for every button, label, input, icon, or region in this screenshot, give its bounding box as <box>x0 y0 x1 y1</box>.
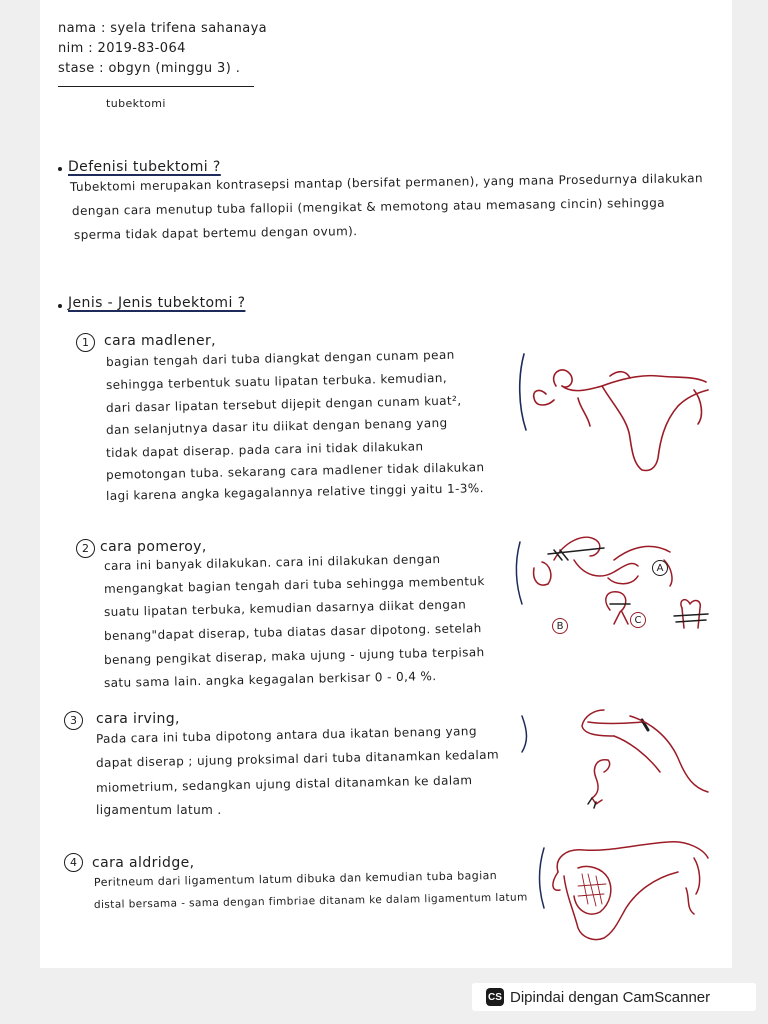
item-2-line: benang pengikat diserap, maka ujung - ujung tuba terpisah <box>103 645 485 667</box>
topic-title: tubektomi <box>106 97 166 110</box>
watermark-text: Dipindai dengan CamScanner <box>510 988 711 1006</box>
item-1-title: cara madlener, <box>104 333 216 349</box>
scanned-page <box>40 0 732 968</box>
stase-line: stase : obgyn (minggu 3) . <box>58 61 241 76</box>
item-3-title: cara irving, <box>96 711 180 727</box>
definition-heading: Defenisi tubektomi ? <box>68 159 221 175</box>
item-3-line: dapat diserap ; ujung proksimal dari tuba ditanamkan kedalam <box>95 747 500 770</box>
figure-label-c: C <box>630 612 646 628</box>
item-number-1: 1 <box>76 333 95 352</box>
definition-line: sperma tidak dapat bertemu dengan ovum). <box>73 224 358 242</box>
types-heading: Jenis - Jenis tubektomi ? <box>68 295 246 311</box>
item-number-2: 2 <box>76 539 95 558</box>
item-3-line: ligamentum latum . <box>96 803 222 817</box>
item-2-line: benang"dapat diserap, tuba diatas dasar dipotong. setelah <box>103 621 482 643</box>
camscanner-logo-icon: CS <box>486 988 504 1006</box>
item-1-line: lagi karena angka kegagalannya relative tinggi yaitu 1-3%. <box>105 481 484 503</box>
item-1-line: dari dasar lipatan tersebut dijepit dengan cunam kuat², <box>105 393 462 415</box>
item-number-4: 4 <box>64 853 83 872</box>
madlener-uterus-drawing <box>518 346 714 482</box>
definition-line: Tubektomi merupakan kontrasepsi mantap (bersifat permanen), yang mana Prosedurnya dilakukan <box>69 171 704 194</box>
item-3-line: Pada cara ini tuba dipotong antara dua ikatan benang yang <box>95 724 478 746</box>
bullet-dot <box>58 304 62 308</box>
student-name: nama : syela trifena sahanaya <box>58 21 268 36</box>
item-2-line: cara ini banyak dilakukan. cara ini dilakukan dengan <box>103 551 441 573</box>
irving-drawing <box>518 702 714 810</box>
camscanner-watermark <box>472 983 756 1011</box>
item-2-title: cara pomeroy, <box>100 539 207 555</box>
item-1-line: sehingga terbentuk suatu lipatan terbuka. kemudian, <box>105 370 448 392</box>
item-3-line: miometrium, sedangkan ujung distal ditanamkan ke dalam <box>95 773 473 795</box>
item-2-line: suatu lipatan terbuka, kemudian dasarnya diikat dengan <box>103 597 467 619</box>
item-1-line: dan selanjutnya dasar itu diikat dengan benang yang <box>105 415 448 437</box>
item-2-line: satu sama lain. angka kegagalan berkisar 0 - 0,4 %. <box>103 669 437 690</box>
header-divider <box>58 86 254 87</box>
figure-label-b: B <box>552 618 568 634</box>
definition-line: dengan cara menutup tuba fallopii (mengikat & memotong atau memasang cincin) sehingga <box>71 195 666 218</box>
item-4-line: distal bersama - sama dengan fimbriae ditanam ke dalam ligamentum latum <box>93 891 528 911</box>
item-2-line: mengangkat bagian tengah dari tuba sehingga membentuk <box>103 574 485 596</box>
item-4-line: Peritneum dari ligamentum latum dibuka dan kemudian tuba bagian <box>93 868 498 889</box>
student-id: nim : 2019-83-064 <box>58 41 186 56</box>
figure-label-a: A <box>652 560 668 576</box>
item-1-line: bagian tengah dari tuba diangkat dengan cunam pean <box>105 347 455 369</box>
item-1-line: tidak dapat diserap. pada cara ini tidak dilakukan <box>105 439 424 460</box>
bullet-dot <box>58 167 62 171</box>
aldridge-drawing <box>518 828 714 946</box>
item-number-3: 3 <box>64 711 83 730</box>
item-1-line: pemotongan tuba. sekarang cara madlener tidak dilakukan <box>105 460 485 482</box>
item-4-title: cara aldridge, <box>92 855 195 871</box>
pomeroy-drawing <box>514 520 714 670</box>
